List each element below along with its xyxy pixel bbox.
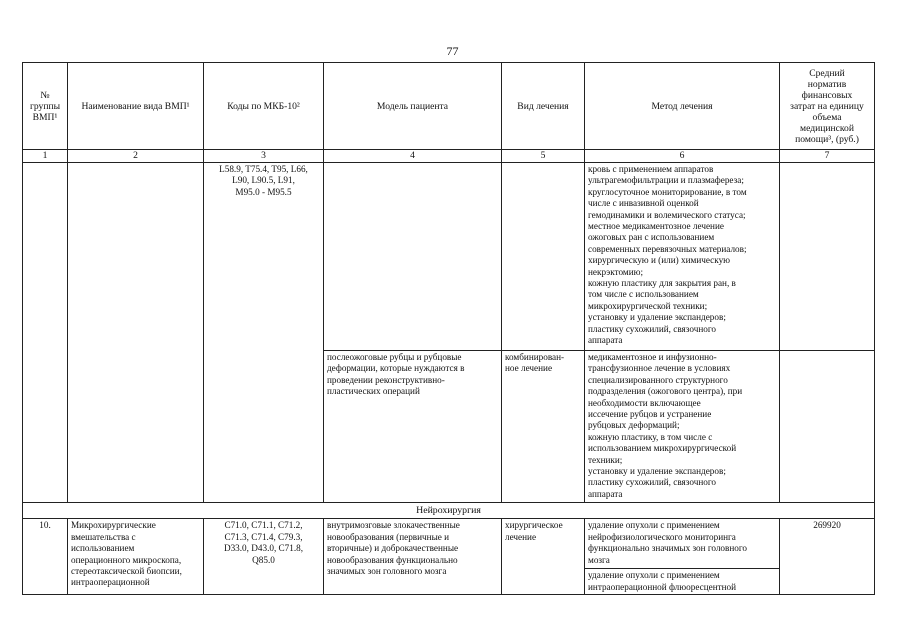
vmp-name-cell: Микрохирургические вмешательства с использованием операционного микроскопа, стереотаксической биопсии, интраоперационной [68,519,204,595]
cost-cell [780,163,875,351]
patient-model-cell: внутримозговые злокачественные новообразования (первичные и вторичные) и доброкачественные новообразования функционально значимых зон головного мозга [324,519,502,595]
header-row [23,63,875,150]
header-vmp-name: Наименование вида ВМП¹ [68,63,204,150]
cost-cell [780,351,875,503]
vmp-name-cell [68,163,204,503]
treatment-type-cell: хирургическое лечение [502,519,585,595]
header-treatment-type: Вид лечения [502,63,585,150]
vmp-table [22,62,875,595]
treatment-method-cell: медикаментозное и инфузионно- трансфузионное лечение в условиях специализированного структурного подразделения (ожогового центра), при необходимости включающее иссечение рубцов и устранение рубцовых деформаций; кожную пластику, в том числе с использованием микрохирургической техники; установку и удаление экспандеров; пластику сухожилий, связочного аппарата [585,351,780,503]
column-number: 1 [23,150,68,163]
section-row [23,503,875,519]
patient-model-cell: послеожоговые рубцы и рубцовые деформации, которые нуждаются в проведении реконструктивно- пластических операций [324,351,502,503]
header-group-number: № группы ВМП¹ [23,63,68,150]
column-number-row [23,150,875,163]
column-number: 6 [585,150,780,163]
treatment-type-cell: комбинирован- ное лечение [502,351,585,503]
column-number: 2 [68,150,204,163]
patient-model-cell [324,163,502,351]
treatment-method-cell: кровь с применением аппаратов ультрагемофильтрации и плазмафереза; круглосуточное мониторирование, в том числе с инвазивной оценкой гемодинамики и волемического статуса; местное медикаментозное лечение ожоговых ран с использованием современных перевязочных материалов; хирургическую и (или) химическую некрэктомию; кожную пластику для закрытия ран, в том числе с использованием микрохирургической техники; установку и удаление экспандеров; пластику сухожилий, связочного аппарата [585,163,780,351]
header-treatment-method: Метод лечения [585,63,780,150]
page-number: 77 [446,44,459,58]
header-average-cost: Средний норматив финансовых затрат на единицу объема медицинской помощи³, (руб.) [780,63,875,150]
table-row [23,163,875,351]
header-patient-model: Модель пациента [324,63,502,150]
icd-codes-cell: C71.0, C71.1, C71.2, C71.3, C71.4, C79.3, D33.0, D43.0, C71.8, Q85.0 [204,519,324,595]
treatment-method-cell: удаление опухоли с применением интраоперационной флюоресцентной [585,569,780,595]
treatment-method-cell: удаление опухоли с применением нейрофизиологического мониторинга функционально значимых зон головного мозга [585,519,780,569]
column-number: 7 [780,150,875,163]
treatment-type-cell [502,163,585,351]
group-number-cell [23,163,68,503]
header-icd-codes: Коды по МКБ-10² [204,63,324,150]
column-number: 4 [324,150,502,163]
icd-codes-cell: L58.9, T75.4, T95, L66, L90, L90.5, L91, M95.0 - M95.5 [204,163,324,503]
table-row [23,519,875,569]
column-number: 5 [502,150,585,163]
cost-cell: 269920 [780,519,875,595]
section-title: Нейрохирургия [23,503,875,519]
group-number-cell: 10. [23,519,68,595]
column-number: 3 [204,150,324,163]
